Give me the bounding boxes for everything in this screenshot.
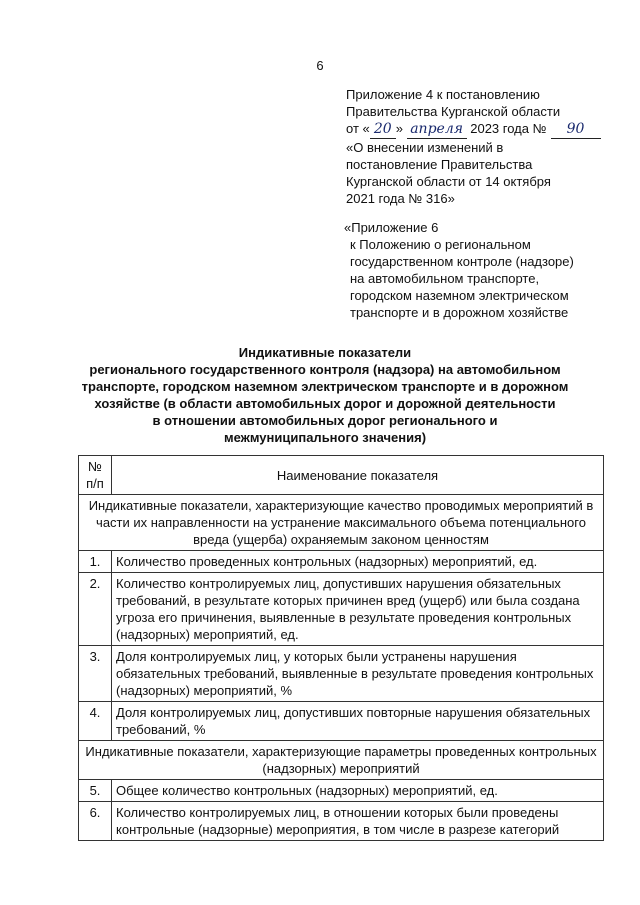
- table-row: [79, 646, 604, 702]
- table-row: [79, 702, 604, 741]
- table-row: [79, 802, 604, 841]
- note-line: к Положению о региональном: [350, 237, 531, 252]
- day-blank: [370, 120, 396, 139]
- row-text: Доля контролируемых лиц, у которых были устранены нарушения обязательных требований, выявленные в результате проведения контрольных (надзорных) мероприятий, %: [112, 646, 604, 702]
- section-title: Индикативные показатели, характеризующие параметры проведенных контрольных (надзорных) мероприятий: [79, 741, 604, 780]
- note-line: на автомобильном транспорте,: [350, 271, 540, 286]
- row-num: 5.: [79, 780, 112, 802]
- row-text: Количество проведенных контрольных (надзорных) мероприятий, ед.: [112, 551, 604, 573]
- row-num: 3.: [79, 646, 112, 702]
- row-num: 6.: [79, 802, 112, 841]
- title-line: регионального государственного контроля (надзора) на автомобильном: [89, 362, 561, 377]
- appendix-date-line: [346, 120, 626, 139]
- row-text: Количество контролируемых лиц, допустивших нарушения обязательных требований, в результате которых причинен вред (ущерб) или была создана угроза его причинения, выявленные в результате проведения контрольных (надзорных) мероприятий, ед.: [112, 573, 604, 646]
- title-line: Индикативные показатели: [238, 345, 412, 360]
- section-title: Индикативные показатели, характеризующие качество проводимых мероприятий в части их направленности на устранение максимального объема потенциального вреда (ущерба) охраняемым законом ценностям: [79, 495, 604, 551]
- header-name: Наименование показателя: [112, 456, 604, 495]
- year-text: 2023 года №: [470, 121, 547, 136]
- row-num: 2.: [79, 573, 112, 646]
- appendix-line: «О внесении изменений в: [346, 140, 504, 155]
- section-row: [79, 741, 604, 780]
- handwritten-month: апреля: [410, 121, 463, 137]
- title-line: в отношении автомобильных дорог регионального и: [152, 413, 498, 428]
- appendix-line: Правительства Курганской области: [346, 104, 561, 119]
- page-number: 6: [316, 58, 324, 73]
- row-text: Количество контролируемых лиц, в отношении которых были проведены контрольные (надзорные) мероприятия, в том числе в разрезе категорий: [112, 802, 604, 841]
- appendix-line: 2021 года № 316»: [346, 191, 455, 206]
- title-line: хозяйстве (в области автомобильных дорог и дорожной деятельности: [94, 396, 556, 411]
- row-text: Общее количество контрольных (надзорных) мероприятий, ед.: [112, 780, 604, 802]
- section-row: [79, 495, 604, 551]
- document-title: [60, 344, 590, 446]
- appendix-line: Приложение 4 к постановлению: [346, 87, 540, 102]
- table-header-row: [79, 456, 604, 495]
- row-num: 1.: [79, 551, 112, 573]
- number-blank: [551, 120, 601, 139]
- table-row: [79, 551, 604, 573]
- title-line: транспорте, городском наземном электрическом транспорте и в дорожном: [81, 379, 569, 394]
- handwritten-day: 20: [373, 121, 392, 137]
- title-line: межмуниципального значения): [223, 430, 427, 445]
- date-prefix: от «: [346, 121, 370, 136]
- appendix-header: [346, 86, 626, 207]
- handwritten-number: 90: [566, 121, 585, 137]
- date-mid: »: [395, 121, 403, 136]
- note-line: государственном контроле (надзоре): [350, 254, 574, 269]
- note-line: транспорте и в дорожном хозяйстве: [350, 305, 569, 320]
- indicators-table: [78, 455, 604, 841]
- appendix-line: Курганской области от 14 октября: [346, 174, 551, 189]
- table-row: [79, 573, 604, 646]
- row-text: Доля контролируемых лиц, допустивших повторные нарушения обязательных требований, %: [112, 702, 604, 741]
- annex-note: [344, 219, 624, 321]
- note-line: городском наземном электрическом: [350, 288, 569, 303]
- header-num: № п/п: [79, 456, 112, 495]
- row-num: 4.: [79, 702, 112, 741]
- appendix-line: постановление Правительства: [346, 157, 533, 172]
- month-blank: [407, 120, 467, 139]
- note-line: «Приложение 6: [344, 220, 439, 235]
- table-row: [79, 780, 604, 802]
